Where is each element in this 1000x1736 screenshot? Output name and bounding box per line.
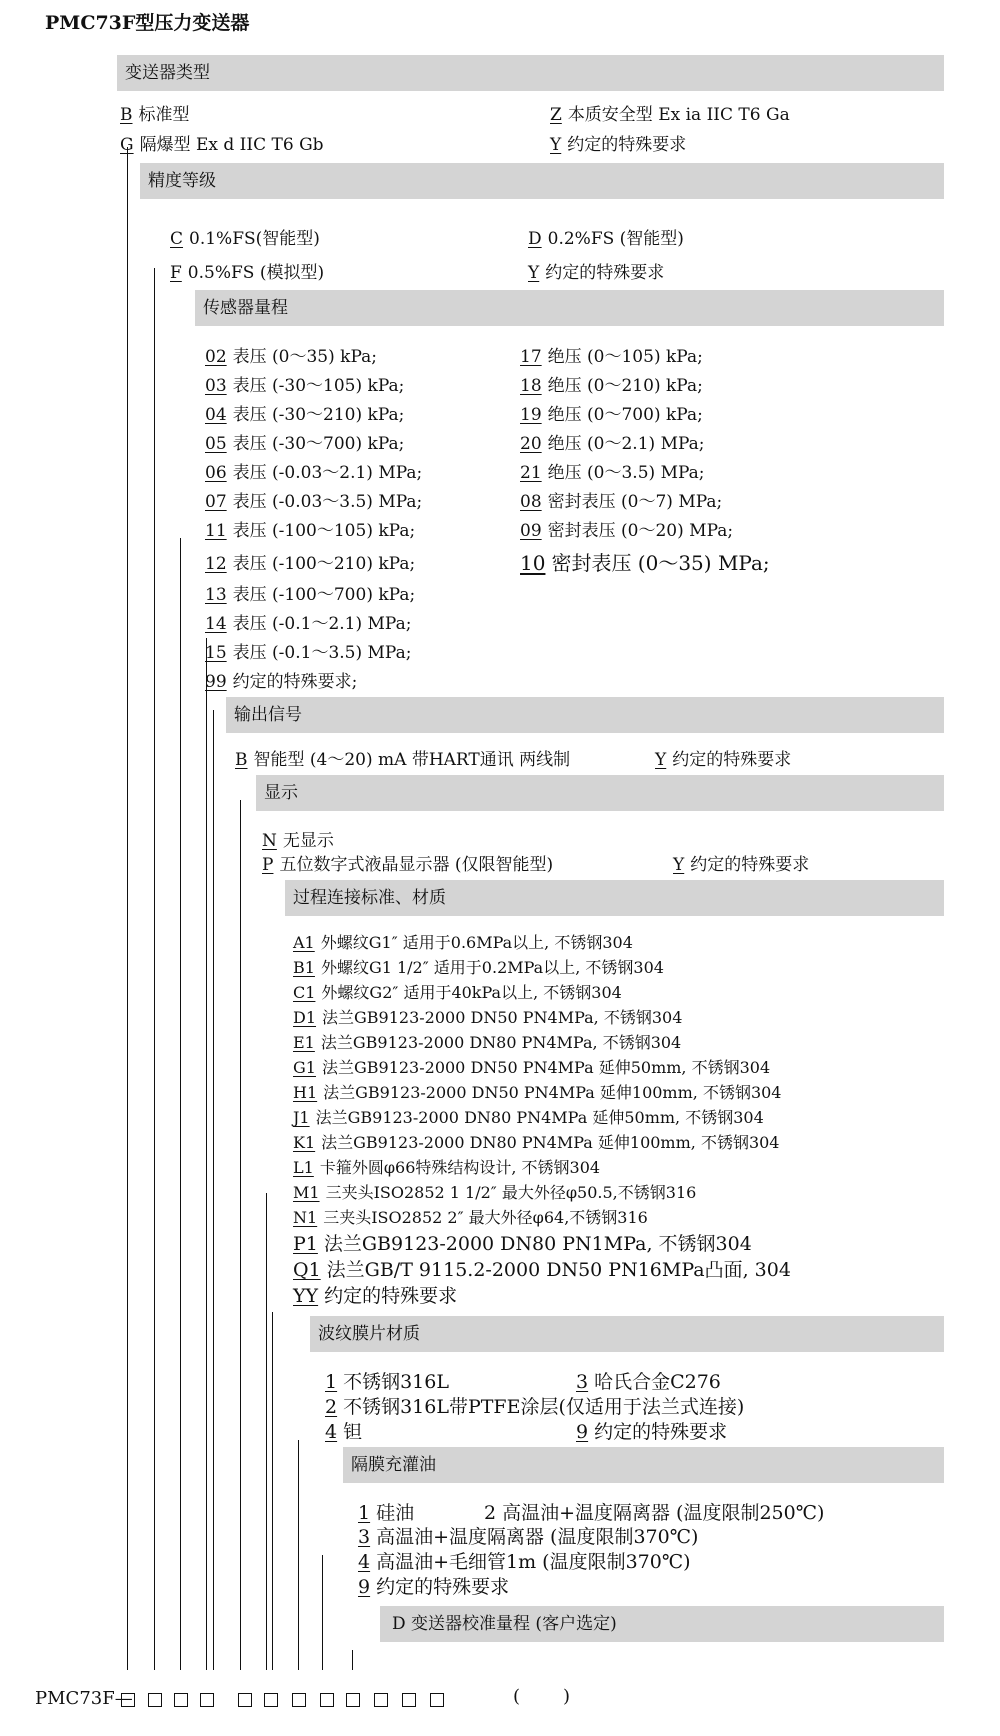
option-code: 9 [576, 1421, 589, 1443]
option-code: B [235, 750, 248, 770]
option-code: E1 [293, 1033, 315, 1052]
option-text: 表压 (-100～700) kPa; [232, 585, 416, 605]
option-text: 绝压 (0～3.5) MPa; [547, 463, 705, 483]
option-text: 法兰GB9123-2000 DN50 PN4MPa, 不锈钢304 [322, 1008, 683, 1027]
option-output-y[interactable] [655, 745, 791, 770]
model-slot-extra-2[interactable] [430, 1693, 444, 1707]
option-code: K1 [293, 1133, 316, 1152]
option-type-z[interactable] [550, 100, 790, 125]
option-code: Y [673, 855, 685, 875]
option-text: 约定的特殊要求 [545, 263, 665, 283]
option-code: Y [528, 263, 540, 283]
option-code: 08 [520, 492, 542, 512]
option-connection[interactable] [293, 1255, 791, 1282]
option-text: 密封表压 (0～20) MPa; [547, 521, 734, 541]
model-slot-range-1[interactable] [174, 1693, 188, 1707]
option-text: 密封表压 (0～7) MPa; [547, 492, 723, 512]
option-output-b[interactable] [235, 745, 570, 770]
option-text: 硅油 [376, 1502, 415, 1524]
option-connection[interactable] [293, 1005, 682, 1028]
option-code: 04 [205, 405, 227, 425]
option-code: J1 [293, 1108, 310, 1127]
option-connection[interactable] [293, 1105, 764, 1128]
model-slot-output[interactable] [238, 1693, 252, 1707]
option-code: L1 [293, 1158, 314, 1177]
section-header-connection: 过程连接标准、材质 [285, 880, 944, 916]
option-text: 表压 (-0.03～3.5) MPa; [232, 492, 423, 512]
option-type-g[interactable] [120, 130, 324, 155]
option-display-n[interactable] [262, 826, 334, 851]
option-text: 法兰GB9123-2000 DN50 PN4MPa 延伸100mm, 不锈钢304 [323, 1083, 782, 1102]
connector-line [322, 1555, 323, 1670]
option-code: Y [550, 135, 562, 155]
option-code: 3 [358, 1526, 371, 1548]
option-connection[interactable] [293, 1229, 752, 1256]
connector-line [206, 638, 207, 1670]
option-code: 17 [520, 347, 542, 367]
option-connection[interactable] [293, 1030, 681, 1053]
option-text: 表压 (-100～105) kPa; [232, 521, 416, 541]
option-text: 法兰GB9123-2000 DN80 PN1MPa, 不锈钢304 [323, 1233, 752, 1255]
page-title: PMC73F型压力变送器 [45, 12, 250, 34]
option-code: B1 [293, 958, 315, 977]
option-text: 绝压 (0～105) kPa; [547, 347, 703, 367]
model-slot-diaphragm[interactable] [346, 1693, 360, 1707]
option-text: 约定的特殊要求 [324, 1285, 458, 1307]
section-header-display: 显示 [256, 775, 944, 811]
option-code: 99 [205, 672, 227, 692]
option-text: 法兰GB9123-2000 DN80 PN4MPa 延伸100mm, 不锈钢304 [321, 1133, 780, 1152]
section-header-output: 输出信号 [226, 697, 944, 733]
option-text: 三夹头ISO2852 2″ 最大外径φ64,不锈钢316 [323, 1208, 648, 1227]
option-text: 绝压 (0～700) kPa; [547, 405, 703, 425]
option-diaphragm[interactable] [325, 1392, 744, 1419]
model-slot-type[interactable] [121, 1693, 135, 1707]
option-type-b[interactable] [120, 100, 190, 125]
option-text: 智能型 (4～20) mA 带HART通讯 两线制 [253, 750, 571, 770]
option-range[interactable] [205, 371, 404, 396]
option-code: 14 [205, 614, 227, 634]
option-code: 09 [520, 521, 542, 541]
option-range[interactable] [205, 638, 411, 663]
option-fill[interactable] [484, 1498, 824, 1525]
option-range[interactable] [205, 487, 422, 512]
option-range[interactable] [205, 400, 404, 425]
option-text: 表压 (0～35) kPa; [232, 347, 377, 367]
option-text: 绝压 (0～2.1) MPa; [547, 434, 705, 454]
option-text: 外螺纹G1″ 适用于0.6MPa以上, 不锈钢304 [320, 933, 633, 952]
connector-line [213, 710, 214, 1670]
connector-line [240, 800, 241, 1670]
option-range[interactable] [520, 400, 703, 425]
option-connection[interactable] [293, 1281, 457, 1308]
option-text: 表压 (-0.03～2.1) MPa; [232, 463, 423, 483]
option-range[interactable] [205, 516, 415, 541]
option-text: 约定的特殊要求; [232, 672, 358, 692]
option-text: 高温油+温度隔离器 (温度限制250℃) [502, 1502, 825, 1524]
option-code: 11 [205, 521, 227, 541]
option-connection[interactable] [293, 1055, 770, 1078]
option-range[interactable] [205, 609, 411, 634]
option-text: 标准型 [138, 105, 190, 125]
option-code: 18 [520, 376, 542, 396]
option-range[interactable] [520, 458, 705, 483]
option-connection[interactable] [293, 1080, 781, 1103]
option-fill[interactable] [358, 1572, 509, 1599]
option-range[interactable] [205, 458, 422, 483]
option-type-y[interactable] [550, 130, 686, 155]
option-code: 02 [205, 347, 227, 367]
option-text: 卡箍外圆φ66特殊结构设计, 不锈钢304 [319, 1158, 601, 1177]
option-code: 03 [205, 376, 227, 396]
option-range[interactable] [520, 547, 770, 576]
option-text: 表压 (-0.1～3.5) MPa; [232, 643, 412, 663]
option-text: 本质安全型 Ex ia IIC T6 Ga [567, 105, 790, 125]
option-connection[interactable] [293, 955, 664, 978]
option-code: 20 [520, 434, 542, 454]
option-range[interactable] [520, 429, 705, 454]
option-code: 10 [520, 551, 546, 575]
option-range[interactable] [520, 371, 703, 396]
option-code: D [528, 229, 542, 249]
option-connection[interactable] [293, 980, 622, 1003]
option-text: 高温油+毛细管1m (温度限制370℃) [376, 1551, 691, 1573]
option-text: 0.2%FS (智能型) [547, 229, 684, 249]
option-code: C1 [293, 983, 316, 1002]
option-range[interactable] [205, 580, 415, 605]
option-code: F [170, 263, 182, 283]
option-display-y[interactable] [673, 850, 809, 875]
option-text: 法兰GB9123-2000 DN80 PN4MPa, 不锈钢304 [320, 1033, 682, 1052]
connector-line [154, 268, 155, 1670]
model-prefix: PMC73F— [35, 1688, 133, 1709]
option-text: 约定的特殊要求 [567, 135, 687, 155]
option-code: G [120, 135, 134, 155]
option-range[interactable] [520, 342, 703, 367]
option-text: 表压 (-0.1～2.1) MPa; [232, 614, 412, 634]
option-connection[interactable] [293, 1180, 696, 1203]
option-text: 哈氏合金C276 [594, 1371, 721, 1393]
option-accuracy-y[interactable] [528, 258, 664, 283]
option-accuracy-c[interactable] [170, 224, 320, 249]
model-slot-fill[interactable] [374, 1693, 388, 1707]
option-text: 隔爆型 Ex d IIC T6 Gb [139, 135, 324, 155]
option-text: 绝压 (0～210) kPa; [547, 376, 703, 396]
option-fill[interactable] [358, 1498, 414, 1525]
option-code: D1 [293, 1008, 317, 1027]
option-diaphragm[interactable] [325, 1417, 362, 1444]
model-slot-extra-1[interactable] [402, 1693, 416, 1707]
option-text: 无显示 [282, 831, 334, 851]
connector-line [272, 1312, 273, 1670]
option-connection[interactable] [293, 930, 633, 953]
option-diaphragm[interactable] [576, 1367, 721, 1394]
option-accuracy-d[interactable] [528, 224, 684, 249]
option-display-p[interactable] [262, 850, 553, 875]
calibration-open-paren: ( [513, 1686, 521, 1707]
option-text: 外螺纹G1 1/2″ 适用于0.2MPa以上, 不锈钢304 [320, 958, 664, 977]
option-text: 法兰GB9123-2000 DN80 PN4MPa 延伸50mm, 不锈钢304 [315, 1108, 764, 1127]
option-code: N [262, 831, 277, 851]
section-header-accuracy: 精度等级 [140, 163, 944, 199]
option-text: 外螺纹G2″ 适用于40kPa以上, 不锈钢304 [321, 983, 622, 1002]
option-code: B [120, 105, 133, 125]
option-range[interactable] [205, 549, 415, 574]
connector-line [266, 1193, 267, 1670]
option-code: 05 [205, 434, 227, 454]
option-code: 12 [205, 554, 227, 574]
option-text: 法兰GB/T 9115.2-2000 DN50 PN16MPa凸面, 304 [326, 1259, 791, 1281]
option-code: 9 [358, 1576, 371, 1598]
model-slot-accuracy[interactable] [148, 1693, 162, 1707]
option-code: 4 [325, 1421, 338, 1443]
option-code: H1 [293, 1083, 318, 1102]
connector-line [180, 538, 181, 1670]
option-code: 19 [520, 405, 542, 425]
model-slot-display[interactable] [264, 1693, 278, 1707]
option-connection[interactable] [293, 1155, 600, 1178]
option-code: 4 [358, 1551, 371, 1573]
option-text: 表压 (-30～700) kPa; [232, 434, 405, 454]
option-text: 法兰GB9123-2000 DN50 PN4MPa 延伸50mm, 不锈钢304 [321, 1058, 771, 1077]
option-code: C [170, 229, 184, 249]
option-range[interactable] [520, 516, 733, 541]
option-text: 不锈钢316L [343, 1371, 449, 1393]
option-text: 0.1%FS(智能型) [189, 229, 320, 249]
option-text: 约定的特殊要求 [376, 1576, 510, 1598]
option-range[interactable] [205, 429, 404, 454]
option-code: P [262, 855, 274, 875]
option-code: 07 [205, 492, 227, 512]
model-slot-connection-1[interactable] [292, 1693, 306, 1707]
section-header-calibration: D 变送器校准量程 (客户选定) [380, 1606, 944, 1642]
option-code: 13 [205, 585, 227, 605]
connector-line [352, 1650, 353, 1670]
calibration-close-paren: ) [563, 1686, 571, 1707]
option-text: 表压 (-100～210) kPa; [232, 554, 416, 574]
connector-line [127, 147, 128, 1670]
option-diaphragm[interactable] [576, 1417, 727, 1444]
option-code: 1 [325, 1371, 338, 1393]
option-connection[interactable] [293, 1130, 779, 1153]
option-fill[interactable] [358, 1547, 691, 1574]
option-text: 钽 [343, 1421, 363, 1443]
option-code: M1 [293, 1183, 320, 1202]
option-code: YY [293, 1285, 319, 1307]
option-diaphragm[interactable] [325, 1367, 449, 1394]
option-code: Z [550, 105, 562, 125]
option-text: 表压 (-30～210) kPa; [232, 405, 405, 425]
section-header-fill: 隔膜充灌油 [343, 1447, 944, 1483]
option-code: 2 [325, 1396, 338, 1418]
option-code: 3 [576, 1371, 589, 1393]
option-text: 约定的特殊要求 [594, 1421, 728, 1443]
option-text: 三夹头ISO2852 1 1/2″ 最大外径φ50.5,不锈钢316 [325, 1183, 697, 1202]
option-text: 约定的特殊要求 [690, 855, 810, 875]
option-accuracy-f[interactable] [170, 258, 324, 283]
option-code: N1 [293, 1208, 318, 1227]
option-text: 约定的特殊要求 [672, 750, 792, 770]
option-text: 不锈钢316L带PTFE涂层(仅适用于法兰式连接) [343, 1396, 745, 1418]
section-header-diaphragm: 波纹膜片材质 [310, 1316, 944, 1352]
option-range[interactable] [205, 342, 377, 367]
option-fill[interactable] [358, 1522, 698, 1549]
model-slot-range-2[interactable] [200, 1693, 214, 1707]
option-code: Y [655, 750, 667, 770]
option-code: P1 [293, 1233, 318, 1255]
option-text: 高温油+温度隔离器 (温度限制370℃) [376, 1526, 699, 1548]
option-code: 15 [205, 643, 227, 663]
section-header-type: 变送器类型 [117, 55, 944, 91]
option-text: 表压 (-30～105) kPa; [232, 376, 405, 396]
option-code: G1 [293, 1058, 316, 1077]
option-range[interactable] [205, 667, 357, 692]
option-range[interactable] [520, 487, 722, 512]
option-text: 密封表压 (0～35) MPa; [551, 551, 770, 575]
option-connection[interactable] [293, 1205, 648, 1228]
option-code: A1 [293, 933, 315, 952]
section-header-range: 传感器量程 [195, 290, 944, 326]
option-text: 0.5%FS (模拟型) [187, 263, 325, 283]
model-slot-connection-2[interactable] [320, 1693, 334, 1707]
option-code: 1 [358, 1502, 371, 1524]
option-code: Q1 [293, 1259, 321, 1281]
option-code: 06 [205, 463, 227, 483]
option-code: 21 [520, 463, 542, 483]
connector-line [298, 1440, 299, 1670]
option-code: 2 [484, 1502, 497, 1524]
option-text: 五位数字式液晶显示器 (仅限智能型) [279, 855, 554, 875]
